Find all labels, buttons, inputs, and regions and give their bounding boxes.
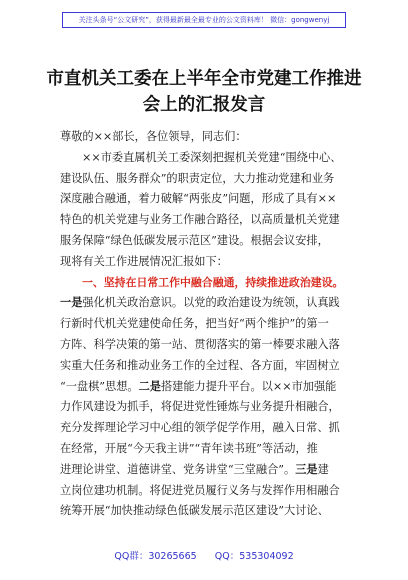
salutation: 尊敬的××部长，各位领导，同志们： [60, 130, 247, 143]
body-text: 强化机关政治意识。以党的政治建设为统领，认真践 [82, 296, 340, 310]
body-line: 在经常，开展“今天我主讲”“青年读书班”等活动，推 [60, 441, 318, 455]
body-line [60, 460, 356, 481]
top-banner: 关注头条号“公文研究”，获得最新最全最专业的公文资料库！ 微信：gongwenyj [62, 12, 346, 28]
footer-contact: QQ群：30265665 QQ：535304092 [114, 551, 294, 562]
body-line: 实重大任务和推动业务工作的全过程、各方面，牢固树立 [60, 358, 340, 372]
body-line: 服务保障“绿色低碳发展示范区”建设。根据会议安排， [60, 233, 329, 247]
body-text: 搭建能力提升平台。以××市加强能 [160, 379, 337, 393]
title-line-1: 市直机关工委在上半年全市党建工作推进 [46, 69, 362, 89]
bold-lead: 一是 [60, 296, 83, 310]
body-line: 建设队伍、服务群众”的职责定位，大力推动党建和业务 [60, 171, 335, 185]
body-line: 深度融合融通，着力破解“两张皮”问题，形成了具有×× [60, 192, 337, 206]
body-line [60, 377, 356, 398]
section-heading: 一、坚持在日常工作中融合融通，持续推进政治建设。 [82, 275, 344, 289]
body-line: 立岗位建功机制。将促进党员履行义务与发挥作用相融合 [60, 483, 340, 497]
body-line: 统筹开展“加快推动绿色低碳发展示范区建设”大讨论、 [60, 504, 329, 518]
body-text: 进理论讲堂、道德讲堂、党务讲堂“三堂融合”。 [60, 462, 296, 476]
body-text: “一盘棋”思想。 [60, 379, 139, 393]
body-line: 特色的机关党建与业务工作融合路径，以高质量机关党建 [60, 213, 340, 227]
document-title [40, 66, 368, 118]
body-line [60, 293, 356, 314]
body-line: 充分发挥理论学习中心组的领学促学作用，融入日常、抓 [60, 421, 340, 435]
document-body [60, 127, 356, 522]
body-line: 现将有关工作进展情况汇报如下： [60, 254, 228, 268]
bold-lead: 三是 [295, 462, 318, 476]
body-line: ××市委直属机关工委深刻把握机关党建“围绕中心、 [82, 150, 342, 164]
title-line-2: 会上的汇报发言 [142, 95, 266, 115]
body-text: 建 [317, 462, 329, 476]
bold-lead: 二是 [138, 379, 161, 393]
body-line: 力作风建设为抓手，将促进党性锤炼与业务提升相融合， [60, 400, 340, 414]
body-line: 行新时代机关党建使命任务，把当好“两个维护”的第一 [60, 317, 329, 331]
body-line: 方阵、科学决策的第一站、贯彻落实的第一棒要求融入落 [60, 337, 340, 351]
